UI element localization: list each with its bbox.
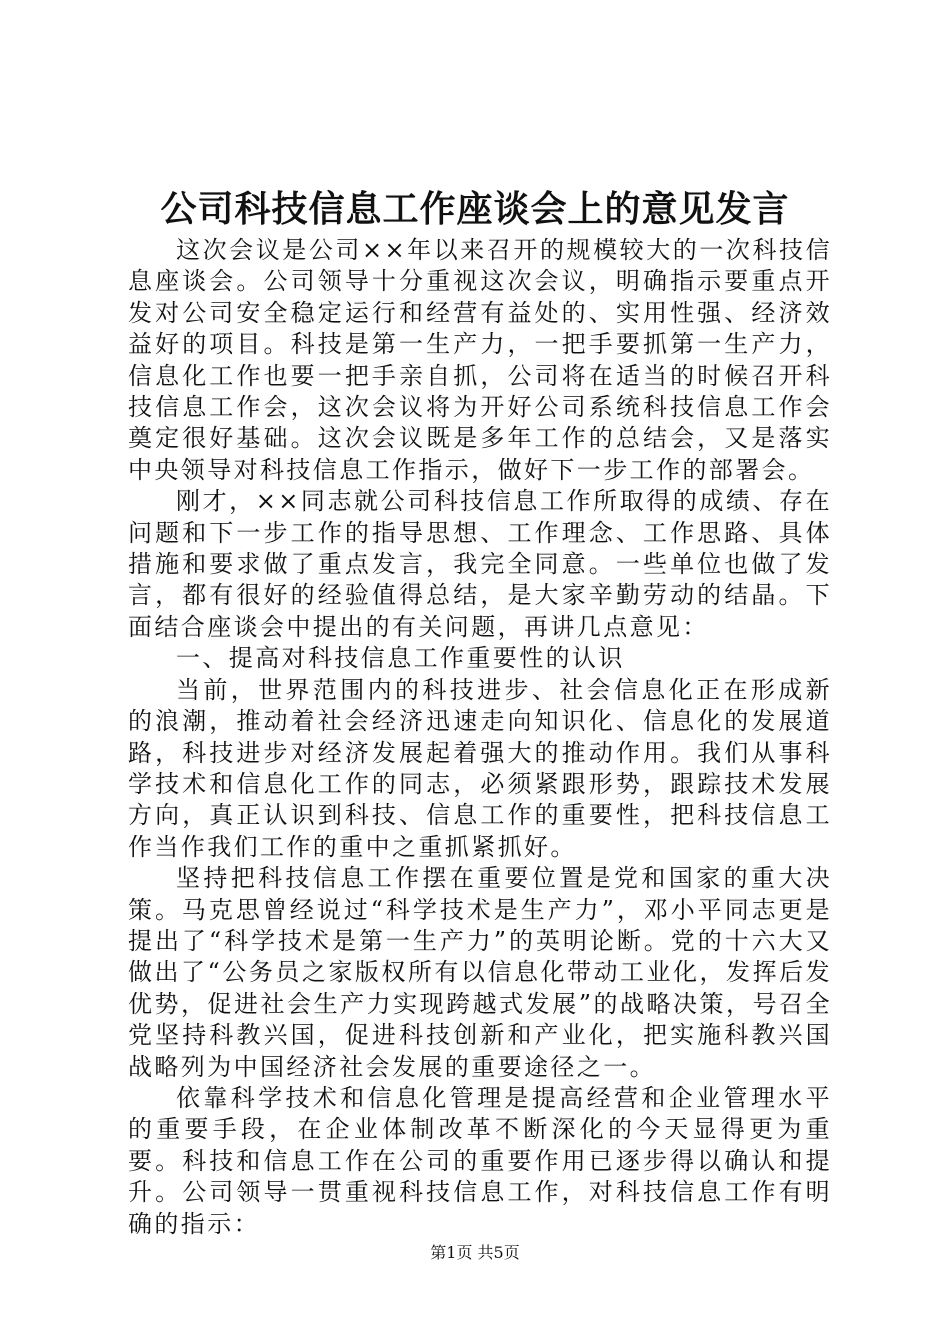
document-title: 公司科技信息工作座谈会上的意见发言 xyxy=(160,188,790,230)
paragraph-2: 刚才，××同志就公司科技信息工作所取得的成绩、存在问题和下一步工作的指导思想、工作理念、工作思路、具体措施和要求做了重点发言，我完全同意。一些单位也做了发言，都有很好的经验值得总结，是大家辛勤劳动的结晶。下面结合座谈会中提出的有关问题，再讲几点意见： xyxy=(128,487,832,641)
paragraph-3: 当前，世界范围内的科技进步、社会信息化正在形成新的浪潮，推动着社会经济迅速走向知识化、信息化的发展道路，科技进步对经济发展起着强大的推动作用。我们从事科学技术和信息化工作的同志，必须紧跟形势，跟踪技术发展方向，真正认识到科技、信息工作的重要性，把科技信息工作当作我们工作的重中之重抓紧抓好。 xyxy=(128,675,832,861)
page-number-footer: 第1页 共5页 xyxy=(430,1243,520,1262)
document-body xyxy=(128,235,832,1240)
paragraph-1: 这次会议是公司××年以来召开的规模较大的一次科技信息座谈会。公司领导十分重视这次会议，明确指示要重点开发对公司安全稳定运行和经营有益处的、实用性强、经济效益好的项目。科技是第一生产力，一把手要抓第一生产力，信息化工作也要一把手亲自抓，公司将在适当的时候召开科技信息工作会，这次会议将为开好公司系统科技信息工作会奠定很好基础。这次会议既是多年工作的总结会，又是落实中央领导对科技信息工作指示，做好下一步工作的部署会。 xyxy=(128,236,832,484)
paragraph-5: 依靠科学技术和信息化管理是提高经营和企业管理水平的重要手段，在企业体制改革不断深化的今天显得更为重要。科技和信息工作在公司的重要作用已逐步得以确认和提升。公司领导一贯重视科技信息工作，对科技信息工作有明确的指示： xyxy=(128,1083,832,1238)
paragraph-4: 坚持把科技信息工作摆在重要位置是党和国家的重大决策。马克思曾经说过“科学技术是生产力”，邓小平同志更是提出了“科学技术是第一生产力”的英明论断。党的十六大又做出了“公务员之家版权所有以信息化带动工业化，发挥后发优势，促进社会生产力实现跨越式发展”的战略决策，号召全党坚持科教兴国，促进科技创新和产业化，把实施科教兴国战略列为中国经济社会发展的重要途径之一。 xyxy=(128,864,832,1081)
section-heading-1: 一、提高对科技信息工作重要性的认识 xyxy=(176,644,625,673)
